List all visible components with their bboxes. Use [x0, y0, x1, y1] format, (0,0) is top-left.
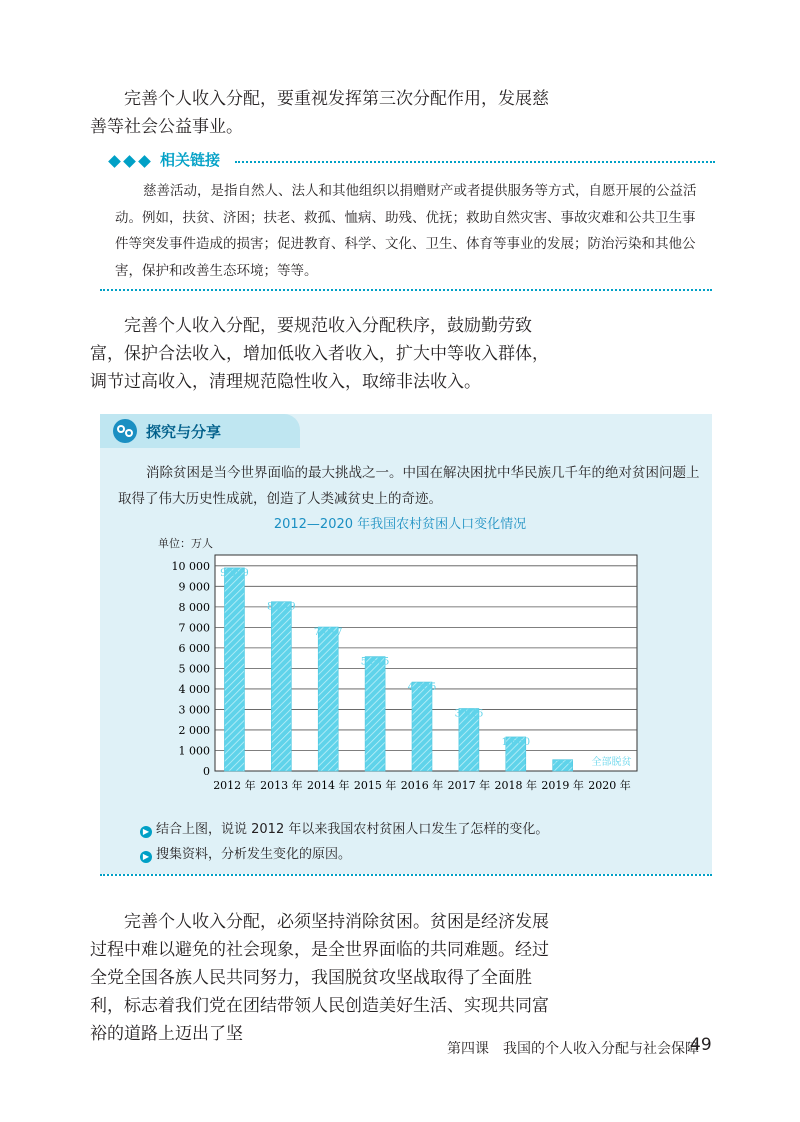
divider [100, 289, 712, 291]
bar [412, 682, 432, 771]
x-tick-label: 2015 年 [353, 779, 397, 792]
y-tick-label: 8 000 [178, 600, 210, 614]
x-tick-label: 2013 年 [260, 779, 303, 792]
related-link-header [110, 151, 715, 173]
bar-data-label: 7 017 [313, 627, 343, 639]
y-tick-label: 6 000 [178, 641, 210, 655]
related-link-title: 相关链接 [160, 151, 221, 169]
diamond-icon [108, 155, 121, 168]
explore-intro: 消除贫困是当今世界面临的最大挑战之一。中国在解决困扰中华民族几千年的绝对贫困问题上取得了伟大历史性成就，创造了人类减贫史上的奇迹。 [118, 465, 700, 507]
related-link-body: 慈善活动，是指自然人、法人和其他组织以捐赠财产或者提供服务等方式，自愿开展的公益活动。例如，扶贫、济困；扶老、救孤、恤病、助残、优抚；救助自然灾害、事故灾难和公共卫生事件等突发事件造成的损害；促进教育、科学、文化、卫生、体育等事业的发展；防治污染和其他公害，保护和改善生态环境；等等。 [115, 183, 697, 279]
question-1: ▶ 结合上图，说说 2012 年以来我国农村贫困人口发生了怎样的变化。 [140, 818, 548, 838]
x-tick-label: 2012 年 [213, 779, 256, 792]
paragraph-distribution-order: 完善个人收入分配，要规范收入分配秩序，鼓励勤劳致富，保护合法收入，增加低收入者收入，扩大中等收入群体，调节过高收入，清理规范隐性收入，取缔非法收入。 [90, 316, 549, 392]
diamond-icon [138, 155, 151, 168]
x-tick-label: 2020 年 [588, 779, 631, 792]
bar [365, 657, 385, 771]
bar-data-label: 全部脱贫 [591, 756, 632, 768]
x-tick-label: 2017 年 [447, 779, 491, 792]
explore-icon [112, 418, 138, 444]
x-tick-label: 2018 年 [494, 779, 538, 792]
explore-title: 探究与分享 [146, 423, 222, 441]
chart-unit-label: 单位：万人 [158, 537, 213, 550]
bar-data-label: 1 660 [501, 736, 531, 748]
bar-data-label: 3 046 [454, 708, 484, 720]
bar-data-label: 551 [553, 759, 573, 771]
y-tick-label: 4 000 [178, 682, 210, 696]
y-tick-label: 5 000 [178, 662, 210, 676]
bar [271, 602, 291, 771]
paragraph-poverty: 完善个人收入分配，必须坚持消除贫困。贫困是经济发展过程中难以避免的社会现象，是全世界面临的共同难题。经过全党全国各族人民共同努力，我国脱贫攻坚战取得了全面胜利，标志着我们党在团结带领人民创造美好生活、实现共同富裕的道路上迈出了坚 [90, 912, 549, 1044]
bar [224, 568, 244, 771]
page-number: 49 [690, 1035, 712, 1055]
bar-data-label: 8 249 [267, 601, 296, 613]
diamond-icon [123, 155, 136, 168]
x-tick-label: 2019 年 [541, 779, 584, 792]
bar-data-label: 4 335 [407, 682, 437, 694]
y-tick-label: 10 000 [171, 559, 210, 573]
question-2: ▶ 搜集资料，分析发生变化的原因。 [140, 843, 351, 863]
y-tick-label: 2 000 [178, 723, 210, 737]
y-tick-label: 7 000 [178, 621, 210, 635]
poverty-bar-chart [150, 510, 650, 805]
x-tick-label: 2016 年 [400, 779, 444, 792]
divider [235, 161, 715, 163]
y-tick-label: 9 000 [178, 580, 210, 594]
divider [100, 874, 712, 876]
paragraph-charity: 完善个人收入分配，要重视发挥第三次分配作用，发展慈善等社会公益事业。 [90, 89, 549, 137]
bar-data-label: 9 899 [220, 567, 249, 579]
y-tick-label: 1 000 [178, 744, 210, 758]
bar-data-label: 5 575 [360, 656, 390, 668]
y-tick-label: 3 000 [178, 703, 210, 717]
bar [318, 627, 338, 771]
y-tick-label: 0 [203, 765, 210, 778]
chart-title: 2012—2020 年我国农村贫困人口变化情况 [273, 517, 527, 532]
x-tick-label: 2014 年 [306, 779, 350, 792]
arrow-icon: ▶ [140, 851, 152, 863]
footer-lesson: 第四课 我国的个人收入分配与社会保障 [447, 1041, 699, 1057]
arrow-icon: ▶ [140, 826, 152, 838]
